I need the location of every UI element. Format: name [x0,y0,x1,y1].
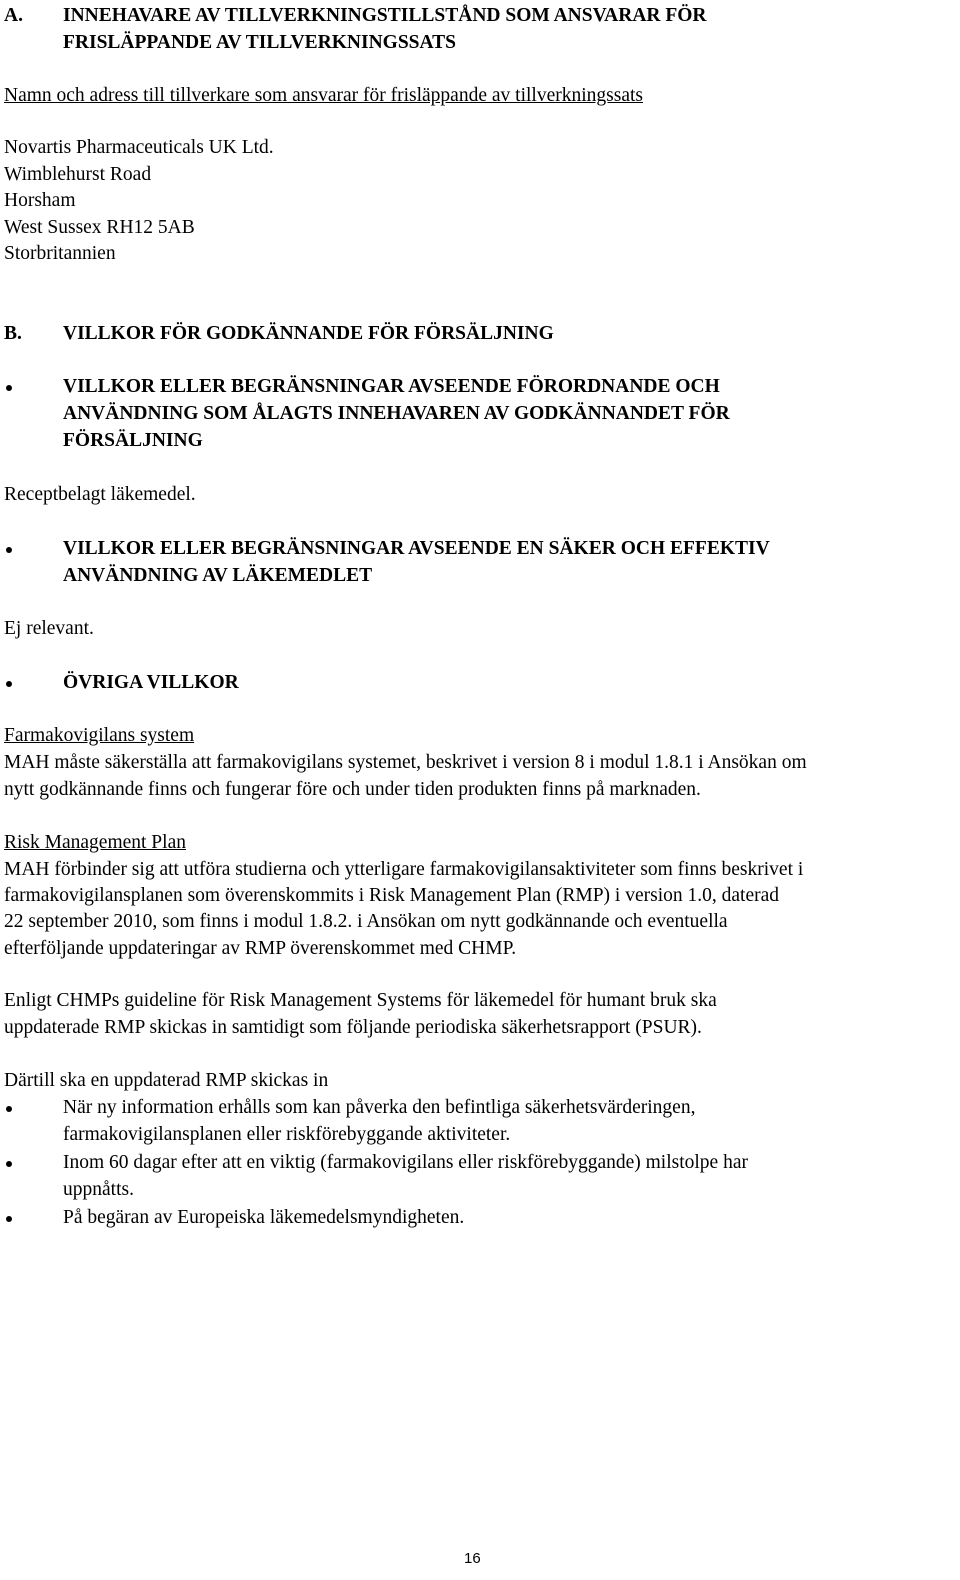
rmp-title: Risk Management Plan [4,832,186,853]
bullet-icon [6,547,12,553]
bullet1-heading-line: VILLKOR ELLER BEGRÄNSNINGAR AVSEENDE FÖRORDNANDE OCH [63,376,720,397]
update-item-line: När ny information erhålls som kan påverka den befintliga säkerhetsvärderingen, [63,1097,696,1118]
update-item-line: uppnåtts. [63,1179,134,1200]
update-item-line: farmakovigilansplanen eller riskförebyggande aktiviteter. [63,1124,511,1145]
bullet2-heading-line: ANVÄNDNING AV LÄKEMEDLET [63,565,373,586]
address-line: Novartis Pharmaceuticals UK Ltd. [4,137,274,158]
manufacturer-subheading: Namn och adress till tillverkare som ansvarar för frisläppande av tillverkningssats [4,85,643,106]
bullet-icon [6,1161,12,1167]
section-a-heading-line2: FRISLÄPPANDE AV TILLVERKNINGSSATS [63,32,457,53]
update-item-line: På begäran av Europeiska läkemedelsmyndigheten. [63,1207,465,1228]
bullet1-text: Receptbelagt läkemedel. [4,484,196,505]
section-b-letter: B. [4,323,22,344]
bullet-icon [6,385,12,391]
update-item-line: Inom 60 dagar efter att en viktig (farmakovigilans eller riskförebyggande) milstolpe har [63,1152,748,1173]
chmp-text-line: uppdaterade RMP skickas in samtidigt som följande periodiska säkerhetsrapport (PSUR). [4,1017,702,1038]
rmp-text-line: 22 september 2010, som finns i modul 1.8.2. i Ansökan om nytt godkännande och eventuella [4,911,728,932]
chmp-text-line: Enligt CHMPs guideline för Risk Management Systems för läkemedel för humant bruk ska [4,990,717,1011]
bullet-icon [6,1216,12,1222]
update-intro: Därtill ska en uppdaterad RMP skickas in [4,1070,329,1091]
rmp-text-line: MAH förbinder sig att utföra studierna och ytterligare farmakovigilansaktiviteter som finns beskrivet i [4,859,804,880]
pv-system-title: Farmakovigilans system [4,725,195,746]
section-a-letter: A. [4,5,23,26]
bullet-icon [6,681,12,687]
bullet-icon [6,1106,12,1112]
bullet2-heading-line: VILLKOR ELLER BEGRÄNSNINGAR AVSEENDE EN SÄKER OCH EFFEKTIV [63,538,770,559]
section-a-heading-line1: INNEHAVARE AV TILLVERKNINGSTILLSTÅND SOM ANSVARAR FÖR [63,5,707,26]
bullet1-heading-line: FÖRSÄLJNING [63,430,203,451]
bullet1-heading-line: ANVÄNDNING SOM ÅLAGTS INNEHAVAREN AV GODKÄNNANDET FÖR [63,403,730,424]
rmp-text-line: farmakovigilansplanen som överenskommits i Risk Management Plan (RMP) i version 1.0, daterad [4,885,779,906]
address-line: Wimblehurst Road [4,164,152,185]
bullet3-heading: ÖVRIGA VILLKOR [63,672,239,693]
pv-system-text-line: MAH måste säkerställa att farmakovigilans systemet, beskrivet i version 8 i modul 1.8.1 i Ansökan om [4,752,807,773]
address-line: West Sussex RH12 5AB [4,217,195,238]
address-line: Horsham [4,190,76,211]
pv-system-text-line: nytt godkännande finns och fungerar före och under tiden produkten finns på marknaden. [4,779,701,800]
bullet2-text: Ej relevant. [4,618,94,639]
section-b-heading: VILLKOR FÖR GODKÄNNANDE FÖR FÖRSÄLJNING [63,323,554,344]
page-number: 16 [464,1550,481,1567]
address-line: Storbritannien [4,243,116,264]
rmp-text-line: efterföljande uppdateringar av RMP överenskommet med CHMP. [4,938,517,959]
